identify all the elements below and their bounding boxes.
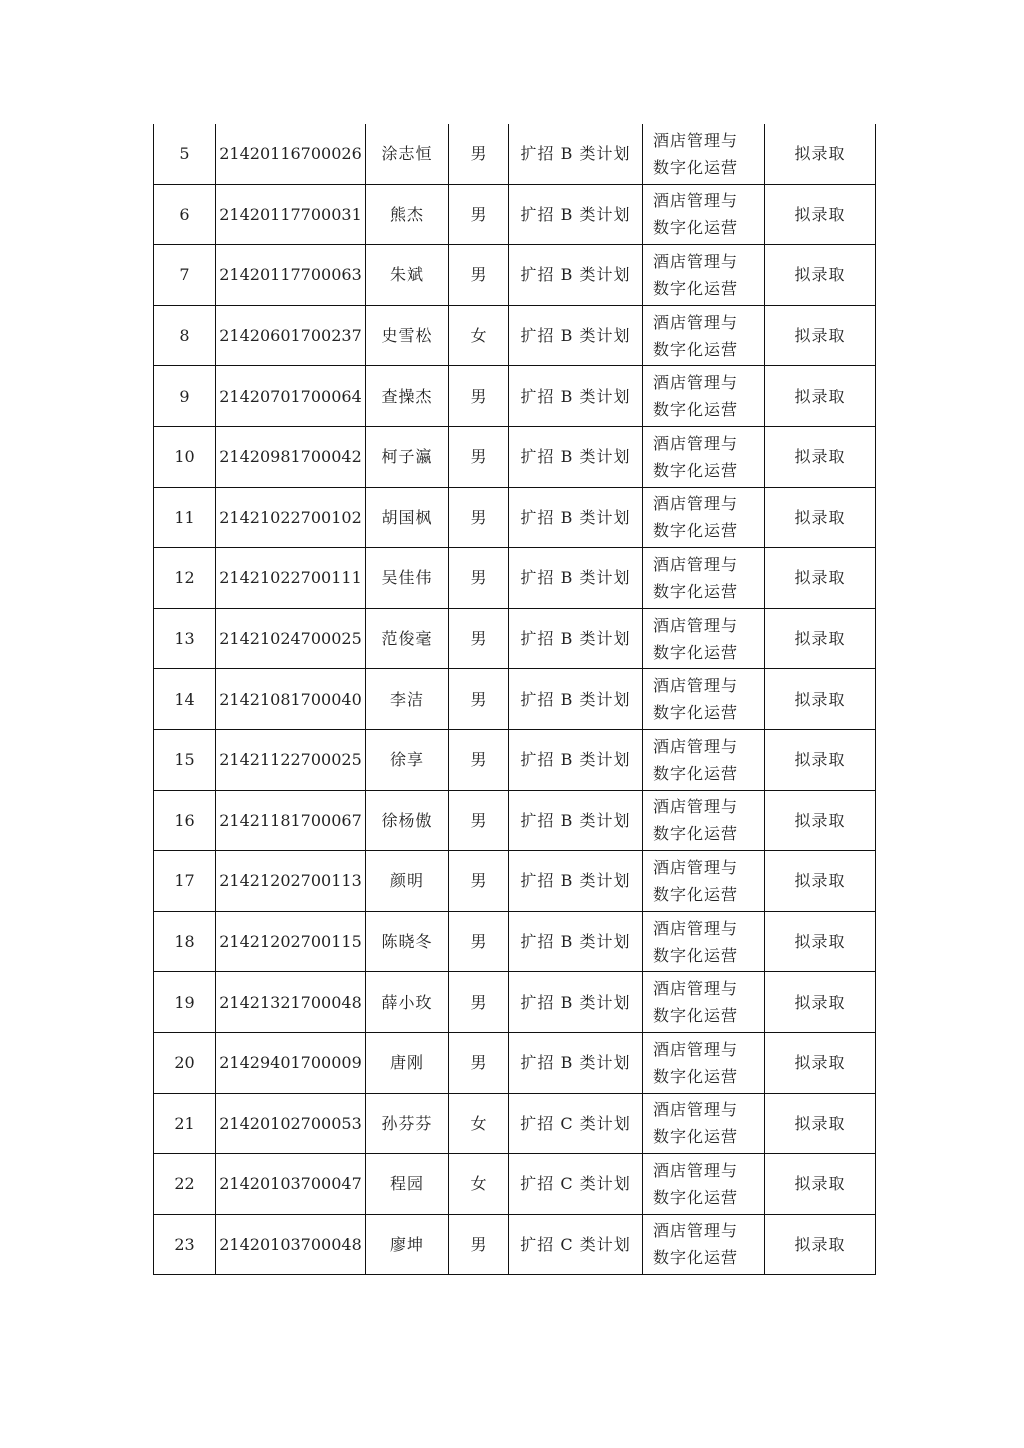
candidate-gender: 男 <box>449 426 509 487</box>
major-line-2: 数字化运营 <box>653 278 739 298</box>
enrollment-plan: 扩招 B 类计划 <box>509 366 643 427</box>
candidate-id: 21420103700048 <box>216 1214 366 1275</box>
major <box>643 911 765 972</box>
candidate-gender: 男 <box>449 124 509 184</box>
major-line-2: 数字化运营 <box>653 945 739 965</box>
admission-status: 拟录取 <box>765 366 876 427</box>
enrollment-plan: 扩招 B 类计划 <box>509 184 643 245</box>
candidate-name: 徐享 <box>366 729 449 790</box>
table-row <box>154 1154 876 1215</box>
major-line-1: 酒店管理与 <box>653 918 739 938</box>
admission-table-container <box>153 124 875 1275</box>
enrollment-plan: 扩招 B 类计划 <box>509 669 643 730</box>
candidate-name: 史雪松 <box>366 305 449 366</box>
candidate-name: 孙芬芬 <box>366 1093 449 1154</box>
candidate-gender: 男 <box>449 608 509 669</box>
major-line-2: 数字化运营 <box>653 1127 739 1147</box>
major-line-1: 酒店管理与 <box>653 130 739 150</box>
candidate-name: 唐刚 <box>366 1032 449 1093</box>
candidate-name: 查操杰 <box>366 366 449 427</box>
admission-status: 拟录取 <box>765 184 876 245</box>
major <box>643 851 765 912</box>
candidate-gender: 男 <box>449 729 509 790</box>
major <box>643 124 765 184</box>
candidate-id: 21421122700025 <box>216 729 366 790</box>
candidate-gender: 男 <box>449 790 509 851</box>
major <box>643 245 765 306</box>
enrollment-plan: 扩招 C 类计划 <box>509 1154 643 1215</box>
candidate-id: 21420117700031 <box>216 184 366 245</box>
major-line-1: 酒店管理与 <box>653 373 739 393</box>
major <box>643 548 765 609</box>
row-number: 6 <box>154 184 216 245</box>
enrollment-plan: 扩招 B 类计划 <box>509 608 643 669</box>
enrollment-plan: 扩招 B 类计划 <box>509 548 643 609</box>
major-line-2: 数字化运营 <box>653 1187 739 1207</box>
candidate-gender: 男 <box>449 487 509 548</box>
candidate-name: 薛小玫 <box>366 972 449 1033</box>
table-row <box>154 1032 876 1093</box>
candidate-name: 陈晓冬 <box>366 911 449 972</box>
candidate-gender: 男 <box>449 245 509 306</box>
row-number: 12 <box>154 548 216 609</box>
major-line-1: 酒店管理与 <box>653 191 739 211</box>
candidate-name: 涂志恒 <box>366 124 449 184</box>
major-line-1: 酒店管理与 <box>653 312 739 332</box>
candidate-gender: 女 <box>449 1154 509 1215</box>
table-body <box>154 124 876 1275</box>
major-line-1: 酒店管理与 <box>653 1221 739 1241</box>
major <box>643 972 765 1033</box>
row-number: 13 <box>154 608 216 669</box>
candidate-name: 李洁 <box>366 669 449 730</box>
major <box>643 1154 765 1215</box>
admission-status: 拟录取 <box>765 1093 876 1154</box>
major <box>643 669 765 730</box>
candidate-gender: 男 <box>449 1032 509 1093</box>
major <box>643 487 765 548</box>
major <box>643 366 765 427</box>
major-line-2: 数字化运营 <box>653 460 739 480</box>
candidate-gender: 女 <box>449 1093 509 1154</box>
major <box>643 1093 765 1154</box>
major-line-2: 数字化运营 <box>653 763 739 783</box>
major <box>643 1032 765 1093</box>
candidate-gender: 男 <box>449 184 509 245</box>
major-line-2: 数字化运营 <box>653 1248 739 1268</box>
candidate-id: 21420103700047 <box>216 1154 366 1215</box>
enrollment-plan: 扩招 B 类计划 <box>509 245 643 306</box>
major-line-1: 酒店管理与 <box>653 554 739 574</box>
candidate-name: 熊杰 <box>366 184 449 245</box>
candidate-id: 21421181700067 <box>216 790 366 851</box>
major <box>643 608 765 669</box>
table-row <box>154 608 876 669</box>
admission-status: 拟录取 <box>765 124 876 184</box>
major-line-1: 酒店管理与 <box>653 857 739 877</box>
major <box>643 426 765 487</box>
enrollment-plan: 扩招 B 类计划 <box>509 790 643 851</box>
table-row <box>154 548 876 609</box>
major-line-1: 酒店管理与 <box>653 251 739 271</box>
candidate-gender: 男 <box>449 911 509 972</box>
major-line-2: 数字化运营 <box>653 1006 739 1026</box>
major-line-2: 数字化运营 <box>653 521 739 541</box>
enrollment-plan: 扩招 B 类计划 <box>509 1032 643 1093</box>
candidate-id: 21420117700063 <box>216 245 366 306</box>
row-number: 16 <box>154 790 216 851</box>
candidate-name: 廖坤 <box>366 1214 449 1275</box>
major-line-2: 数字化运营 <box>653 157 739 177</box>
admission-status: 拟录取 <box>765 911 876 972</box>
row-number: 17 <box>154 851 216 912</box>
candidate-id: 21421321700048 <box>216 972 366 1033</box>
row-number: 15 <box>154 729 216 790</box>
major-line-1: 酒店管理与 <box>653 736 739 756</box>
row-number: 9 <box>154 366 216 427</box>
admission-status: 拟录取 <box>765 669 876 730</box>
candidate-gender: 男 <box>449 669 509 730</box>
table-row <box>154 669 876 730</box>
candidate-id: 21421022700111 <box>216 548 366 609</box>
candidate-name: 颜明 <box>366 851 449 912</box>
table-row <box>154 1093 876 1154</box>
candidate-id: 21421202700115 <box>216 911 366 972</box>
table-row <box>154 124 876 184</box>
major <box>643 790 765 851</box>
candidate-name: 徐杨傲 <box>366 790 449 851</box>
row-number: 23 <box>154 1214 216 1275</box>
row-number: 22 <box>154 1154 216 1215</box>
major-line-2: 数字化运营 <box>653 581 739 601</box>
table-row <box>154 790 876 851</box>
major <box>643 305 765 366</box>
major-line-2: 数字化运营 <box>653 642 739 662</box>
major-line-1: 酒店管理与 <box>653 1160 739 1180</box>
major-line-2: 数字化运营 <box>653 884 739 904</box>
major-line-2: 数字化运营 <box>653 218 739 238</box>
major-line-2: 数字化运营 <box>653 400 739 420</box>
major-line-2: 数字化运营 <box>653 824 739 844</box>
candidate-name: 程园 <box>366 1154 449 1215</box>
enrollment-plan: 扩招 B 类计划 <box>509 851 643 912</box>
admission-status: 拟录取 <box>765 790 876 851</box>
table-row <box>154 851 876 912</box>
table-row <box>154 366 876 427</box>
major-line-1: 酒店管理与 <box>653 494 739 514</box>
enrollment-plan: 扩招 C 类计划 <box>509 1214 643 1275</box>
admission-status: 拟录取 <box>765 305 876 366</box>
row-number: 20 <box>154 1032 216 1093</box>
enrollment-plan: 扩招 B 类计划 <box>509 305 643 366</box>
candidate-gender: 女 <box>449 305 509 366</box>
major <box>643 184 765 245</box>
candidate-id: 21421081700040 <box>216 669 366 730</box>
table-row <box>154 729 876 790</box>
admission-status: 拟录取 <box>765 548 876 609</box>
admission-status: 拟录取 <box>765 972 876 1033</box>
admission-status: 拟录取 <box>765 729 876 790</box>
candidate-name: 柯子瀛 <box>366 426 449 487</box>
enrollment-plan: 扩招 B 类计划 <box>509 729 643 790</box>
candidate-id: 21421024700025 <box>216 608 366 669</box>
candidate-id: 21420981700042 <box>216 426 366 487</box>
candidate-id: 21421022700102 <box>216 487 366 548</box>
candidate-id: 21420701700064 <box>216 366 366 427</box>
major <box>643 729 765 790</box>
candidate-id: 21420601700237 <box>216 305 366 366</box>
row-number: 21 <box>154 1093 216 1154</box>
major-line-1: 酒店管理与 <box>653 979 739 999</box>
enrollment-plan: 扩招 C 类计划 <box>509 1093 643 1154</box>
table-row <box>154 184 876 245</box>
table-row <box>154 305 876 366</box>
major-line-1: 酒店管理与 <box>653 433 739 453</box>
enrollment-plan: 扩招 B 类计划 <box>509 972 643 1033</box>
row-number: 11 <box>154 487 216 548</box>
admission-table <box>153 124 876 1275</box>
candidate-name: 朱斌 <box>366 245 449 306</box>
admission-status: 拟录取 <box>765 608 876 669</box>
major <box>643 1214 765 1275</box>
enrollment-plan: 扩招 B 类计划 <box>509 487 643 548</box>
major-line-1: 酒店管理与 <box>653 615 739 635</box>
candidate-id: 21420116700026 <box>216 124 366 184</box>
candidate-id: 21421202700113 <box>216 851 366 912</box>
enrollment-plan: 扩招 B 类计划 <box>509 124 643 184</box>
major-line-2: 数字化运营 <box>653 1066 739 1086</box>
table-row <box>154 245 876 306</box>
candidate-gender: 男 <box>449 366 509 427</box>
major-line-1: 酒店管理与 <box>653 1039 739 1059</box>
row-number: 14 <box>154 669 216 730</box>
admission-status: 拟录取 <box>765 426 876 487</box>
major-line-1: 酒店管理与 <box>653 1100 739 1120</box>
table-row <box>154 972 876 1033</box>
table-row <box>154 911 876 972</box>
admission-status: 拟录取 <box>765 245 876 306</box>
candidate-name: 范俊毫 <box>366 608 449 669</box>
candidate-gender: 男 <box>449 548 509 609</box>
major-line-2: 数字化运营 <box>653 703 739 723</box>
major-line-2: 数字化运营 <box>653 339 739 359</box>
major-line-1: 酒店管理与 <box>653 797 739 817</box>
major-line-1: 酒店管理与 <box>653 676 739 696</box>
enrollment-plan: 扩招 B 类计划 <box>509 426 643 487</box>
row-number: 7 <box>154 245 216 306</box>
enrollment-plan: 扩招 B 类计划 <box>509 911 643 972</box>
candidate-gender: 男 <box>449 972 509 1033</box>
table-row <box>154 426 876 487</box>
candidate-gender: 男 <box>449 851 509 912</box>
table-row <box>154 487 876 548</box>
admission-status: 拟录取 <box>765 487 876 548</box>
admission-status: 拟录取 <box>765 851 876 912</box>
admission-status: 拟录取 <box>765 1214 876 1275</box>
row-number: 18 <box>154 911 216 972</box>
admission-status: 拟录取 <box>765 1032 876 1093</box>
row-number: 19 <box>154 972 216 1033</box>
row-number: 10 <box>154 426 216 487</box>
candidate-name: 胡国枫 <box>366 487 449 548</box>
row-number: 5 <box>154 124 216 184</box>
table-row <box>154 1214 876 1275</box>
candidate-name: 吴佳伟 <box>366 548 449 609</box>
candidate-id: 21420102700053 <box>216 1093 366 1154</box>
admission-status: 拟录取 <box>765 1154 876 1215</box>
candidate-id: 21429401700009 <box>216 1032 366 1093</box>
row-number: 8 <box>154 305 216 366</box>
candidate-gender: 男 <box>449 1214 509 1275</box>
